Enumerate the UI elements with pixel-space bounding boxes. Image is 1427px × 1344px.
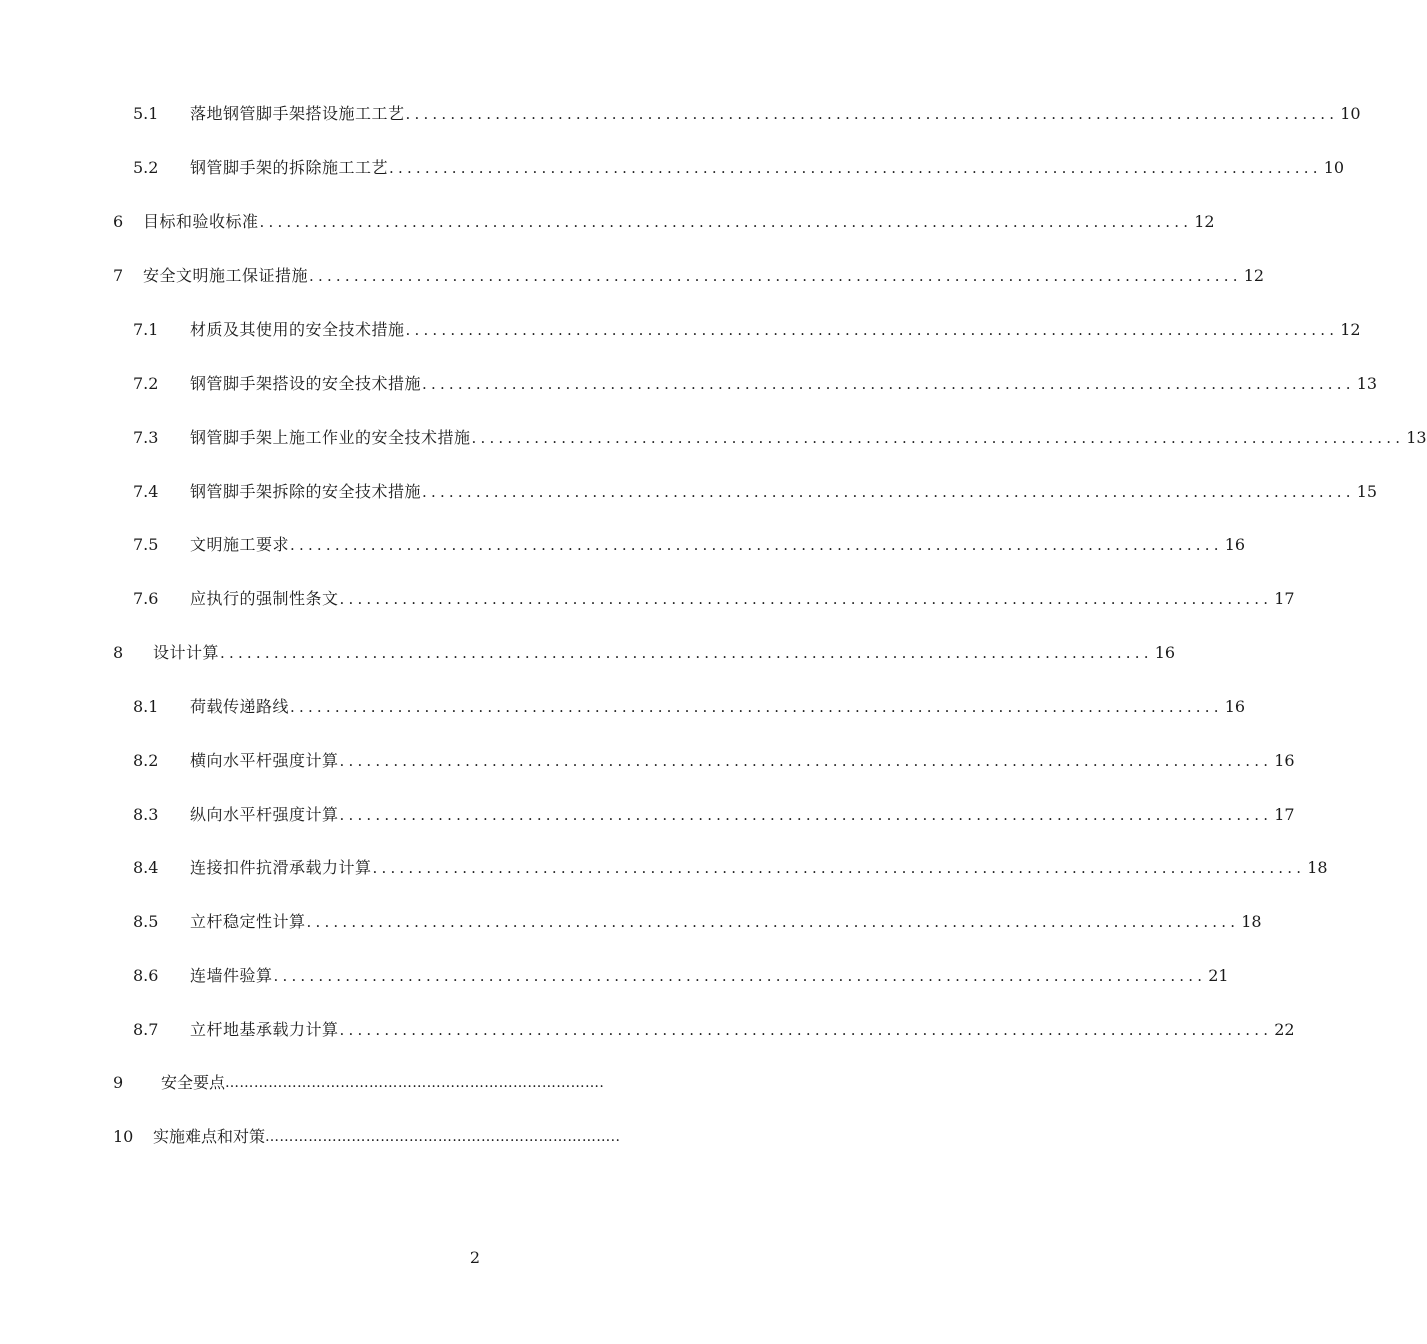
toc-entry-number: 8.2 bbox=[133, 751, 159, 770]
toc-entry-number: 8 bbox=[113, 643, 124, 662]
toc-entry-8[interactable] bbox=[113, 634, 1176, 664]
toc-entry-title: 纵向水平杆强度计算 bbox=[190, 805, 339, 824]
toc-leader-dots: ........................................................................................................ bbox=[422, 375, 1355, 393]
toc-entry-title: 钢管脚手架上施工作业的安全技术措施 bbox=[190, 428, 471, 447]
toc-entry-page: 18 bbox=[1241, 912, 1262, 931]
toc-entry-page: 16 bbox=[1154, 643, 1176, 662]
toc-entry-number: 7.6 bbox=[133, 589, 159, 608]
toc-leader-dots: ........................................................................................................ bbox=[339, 1021, 1273, 1039]
toc-entry-7-6[interactable] bbox=[133, 580, 1295, 610]
toc-entry-title: 实施难点和对策 bbox=[153, 1127, 266, 1146]
toc-leader-dots: ........................................................................................................ bbox=[339, 752, 1273, 770]
toc-leader-dots: ........................................................................................................ bbox=[389, 159, 1322, 177]
toc-entry-title: 文明施工要求 bbox=[190, 535, 290, 554]
toc-entry-page: 21 bbox=[1208, 966, 1229, 985]
toc-leader-dots: ........................................................................................................ bbox=[471, 429, 1405, 447]
toc-leader-dots: ........................................................................................................ bbox=[405, 105, 1339, 123]
toc-entry-6[interactable] bbox=[113, 203, 1215, 233]
toc-entry-5-1[interactable] bbox=[133, 95, 1361, 125]
page-number: 2 bbox=[469, 1248, 481, 1267]
toc-entry-page: 17 bbox=[1274, 589, 1295, 608]
toc-entry-page: 15 bbox=[1356, 482, 1378, 501]
toc-entry-number: 8.5 bbox=[133, 912, 159, 931]
toc-entry-title: 立杆稳定性计算 bbox=[190, 912, 306, 931]
toc-entry-7-1[interactable] bbox=[133, 311, 1361, 341]
toc-entry-number: 9 bbox=[113, 1073, 124, 1092]
toc-entry-9[interactable] bbox=[113, 1064, 604, 1094]
toc-entry-title: 设计计算 bbox=[153, 643, 220, 662]
toc-entry-10[interactable] bbox=[113, 1118, 620, 1148]
toc-entry-page: 16 bbox=[1224, 535, 1246, 554]
toc-entry-page: 18 bbox=[1307, 858, 1328, 877]
toc-entry-number: 8.1 bbox=[133, 697, 159, 716]
toc-entry-number: 7.4 bbox=[133, 482, 159, 501]
toc-entry-8-2[interactable] bbox=[133, 742, 1295, 772]
toc-entry-title: 安全要点 bbox=[161, 1073, 226, 1092]
toc-entry-number: 6 bbox=[113, 212, 124, 231]
toc-entry-page: 13 bbox=[1356, 374, 1378, 393]
toc-leader-dots: ……………………………………………………………….. bbox=[265, 1129, 621, 1145]
toc-leader-dots: ........................................................................................................ bbox=[220, 644, 1153, 662]
toc-entry-title: 落地钢管脚手架搭设施工工艺 bbox=[190, 104, 405, 123]
toc-entry-number: 8.3 bbox=[133, 805, 159, 824]
toc-leader-dots: ........................................................................................................ bbox=[372, 859, 1306, 877]
toc-entry-page: 12 bbox=[1243, 266, 1265, 285]
toc-entry-number: 5.2 bbox=[133, 158, 159, 177]
toc-entry-number: 5.1 bbox=[133, 104, 159, 123]
toc-leader-dots: ........................................................................................................ bbox=[259, 213, 1193, 231]
toc-entry-title: 连接扣件抗滑承载力计算 bbox=[190, 858, 372, 877]
toc-entry-title: 荷载传递路线 bbox=[190, 697, 290, 716]
toc-entry-8-3[interactable] bbox=[133, 796, 1295, 826]
toc-entry-page: 22 bbox=[1274, 1020, 1295, 1039]
toc-entry-5-2[interactable] bbox=[133, 149, 1345, 179]
toc-entry-number: 8.6 bbox=[133, 966, 159, 985]
toc-entry-number: 7 bbox=[113, 266, 124, 285]
toc-entry-title: 应执行的强制性条文 bbox=[190, 589, 339, 608]
toc-entry-title: 钢管脚手架拆除的安全技术措施 bbox=[190, 482, 422, 501]
toc-leader-dots: ........................................................................................................ bbox=[290, 698, 1223, 716]
toc-entry-8-4[interactable] bbox=[133, 849, 1328, 879]
toc-entry-number: 8.7 bbox=[133, 1020, 159, 1039]
toc-entry-title: 安全文明施工保证措施 bbox=[143, 266, 309, 285]
toc-entry-7-3[interactable] bbox=[133, 419, 1427, 449]
toc-entry-page: 12 bbox=[1194, 212, 1215, 231]
toc-leader-dots: ……………………………………………………………………. bbox=[225, 1075, 605, 1091]
toc-leader-dots: ........................................................................................................ bbox=[422, 483, 1355, 501]
toc-entry-page: 10 bbox=[1340, 104, 1361, 123]
toc-entry-page: 12 bbox=[1340, 320, 1361, 339]
toc-entry-number: 7.2 bbox=[133, 374, 159, 393]
toc-entry-page: 10 bbox=[1323, 158, 1345, 177]
toc-leader-dots: ........................................................................................................ bbox=[306, 913, 1240, 931]
toc-entry-title: 连墙件验算 bbox=[190, 966, 273, 985]
toc-entry-page: 16 bbox=[1274, 751, 1295, 770]
toc-entry-8-1[interactable] bbox=[133, 688, 1246, 718]
toc-entry-number: 7.5 bbox=[133, 535, 159, 554]
toc-entry-number: 7.3 bbox=[133, 428, 159, 447]
toc-entry-page: 17 bbox=[1274, 805, 1295, 824]
toc-entry-8-5[interactable] bbox=[133, 903, 1262, 933]
toc-entry-title: 钢管脚手架搭设的安全技术措施 bbox=[190, 374, 422, 393]
toc-leader-dots: ........................................................................................................ bbox=[339, 590, 1273, 608]
toc-entry-8-7[interactable] bbox=[133, 1011, 1295, 1041]
toc-entry-page: 16 bbox=[1224, 697, 1246, 716]
toc-entry-7-4[interactable] bbox=[133, 473, 1378, 503]
toc-leader-dots: ........................................................................................................ bbox=[339, 806, 1273, 824]
toc-entry-8-6[interactable] bbox=[133, 957, 1229, 987]
toc-entry-7-2[interactable] bbox=[133, 365, 1378, 395]
toc-entry-title: 材质及其使用的安全技术措施 bbox=[190, 320, 405, 339]
toc-entry-title: 钢管脚手架的拆除施工工艺 bbox=[190, 158, 389, 177]
toc-entry-number: 7.1 bbox=[133, 320, 159, 339]
toc-leader-dots: ........................................................................................................ bbox=[273, 967, 1207, 985]
toc-entry-title: 目标和验收标准 bbox=[143, 212, 259, 231]
toc-entry-7-5[interactable] bbox=[133, 526, 1246, 556]
toc-entry-title: 立杆地基承载力计算 bbox=[190, 1020, 339, 1039]
toc-entry-number: 8.4 bbox=[133, 858, 159, 877]
toc-entry-number: 10 bbox=[113, 1127, 134, 1146]
toc-entry-title: 横向水平杆强度计算 bbox=[190, 751, 339, 770]
toc-leader-dots: ........................................................................................................ bbox=[405, 321, 1339, 339]
toc-leader-dots: ........................................................................................................ bbox=[309, 267, 1242, 285]
toc-entry-7[interactable] bbox=[113, 257, 1265, 287]
toc-entry-page: 13 bbox=[1406, 428, 1427, 447]
toc-leader-dots: ........................................................................................................ bbox=[290, 536, 1223, 554]
